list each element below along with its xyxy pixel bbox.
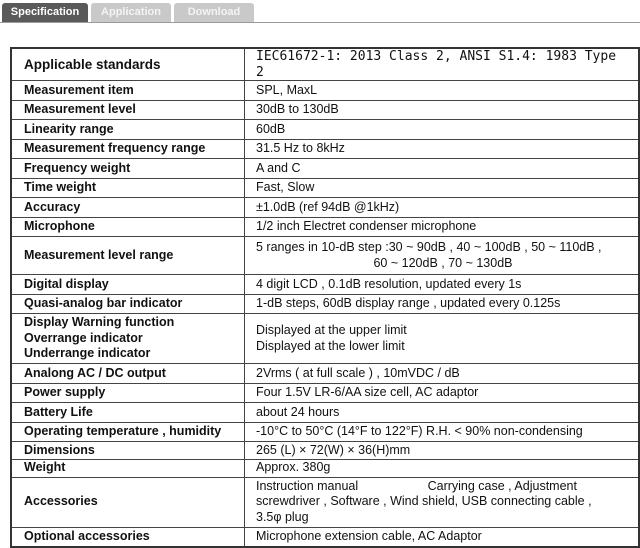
- table-row: [11, 477, 639, 527]
- spec-value: 2Vrms ( at full scale ) , 10mVDC / dB: [245, 364, 640, 384]
- spec-label: Microphone: [11, 217, 245, 237]
- spec-label: Measurement level: [11, 100, 245, 120]
- spec-value: A and C: [245, 159, 640, 179]
- table-row: [11, 139, 639, 159]
- spec-value: IEC61672-1: 2013 Class 2, ANSI S1.4: 1983 Type 2: [245, 48, 640, 81]
- spec-value: -10°C to 50°C (14°F to 122°F) R.H. < 90% non-condensing: [245, 422, 640, 442]
- table-row: [11, 237, 639, 275]
- spec-label: Linearity range: [11, 120, 245, 140]
- spec-value: 31.5 Hz to 8kHz: [245, 139, 640, 159]
- tab-application[interactable]: Application: [91, 3, 171, 22]
- spec-value: 1/2 inch Electret condenser microphone: [245, 217, 640, 237]
- table-row: [11, 275, 639, 295]
- table-row: [11, 442, 639, 460]
- spec-value-line: Displayed at the upper limit: [256, 323, 407, 337]
- spec-value: 4 digit LCD , 0.1dB resolution, updated every 1s: [245, 275, 640, 295]
- spec-label: Optional accessories: [11, 527, 245, 547]
- spec-value-line: 3.5φ plug: [256, 509, 309, 524]
- tab-download[interactable]: Download: [174, 3, 254, 22]
- spec-label-line: Display Warning function: [24, 315, 175, 330]
- spec-label: Analong AC / DC output: [11, 364, 245, 384]
- spec-label-line: Underrange indicator: [24, 346, 151, 361]
- table-row: [11, 81, 639, 101]
- spec-label: Battery Life: [11, 403, 245, 423]
- table-row: [11, 217, 639, 237]
- spec-value-line: 5 ranges in 10-dB step :30 ~ 90dB , 40 ~ 100dB , 50 ~ 110dB ,: [256, 240, 602, 254]
- spec-label: Power supply: [11, 383, 245, 403]
- spec-label: Weight: [11, 459, 245, 477]
- spec-value: [245, 314, 640, 364]
- tab-specification[interactable]: Specification: [2, 3, 88, 22]
- table-row: [11, 314, 639, 364]
- spec-value-line: Instruction manual Carrying case , Adjustment: [256, 478, 577, 493]
- spec-label: Digital display: [11, 275, 245, 295]
- table-row: [11, 159, 639, 179]
- spec-value-line: 60 ~ 120dB , 70 ~ 130dB: [373, 255, 513, 270]
- spec-value: Microphone extension cable, AC Adaptor: [245, 527, 640, 547]
- spec-value: Four 1.5V LR-6/AA size cell, AC adaptor: [245, 383, 640, 403]
- table-row: [11, 459, 639, 477]
- spec-value: 1-dB steps, 60dB display range , updated every 0.125s: [245, 294, 640, 314]
- spec-value: [245, 477, 640, 527]
- table-row: [11, 527, 639, 547]
- spec-value: about 24 hours: [245, 403, 640, 423]
- tab-divider: [0, 22, 640, 23]
- table-row: [11, 198, 639, 218]
- spec-label: Operating temperature , humidity: [11, 422, 245, 442]
- spec-label: Measurement frequency range: [11, 139, 245, 159]
- spec-value: 60dB: [245, 120, 640, 140]
- spec-label: Dimensions: [11, 442, 245, 460]
- spec-value: 30dB to 130dB: [245, 100, 640, 120]
- spec-value: SPL, MaxL: [245, 81, 640, 101]
- spec-value: Approx. 380g: [245, 459, 640, 477]
- table-row: [11, 48, 639, 81]
- specification-table: [10, 47, 640, 548]
- table-row: [11, 383, 639, 403]
- spec-label: Measurement item: [11, 81, 245, 101]
- spec-value: Fast, Slow: [245, 178, 640, 198]
- table-row: [11, 403, 639, 423]
- table-row: [11, 120, 639, 140]
- spec-label: [11, 314, 245, 364]
- table-row: [11, 178, 639, 198]
- spec-label: Accessories: [11, 477, 245, 527]
- spec-label: Time weight: [11, 178, 245, 198]
- spec-label: Frequency weight: [11, 159, 245, 179]
- spec-label: Measurement level range: [11, 237, 245, 275]
- table-row: [11, 294, 639, 314]
- tab-bar: [0, 0, 640, 24]
- spec-label: Accuracy: [11, 198, 245, 218]
- spec-value: [245, 237, 640, 275]
- spec-label: Applicable standards: [11, 48, 245, 81]
- spec-value-line: Displayed at the lower limit: [256, 338, 405, 353]
- spec-label-line: Overrange indicator: [24, 330, 143, 345]
- spec-value-line: screwdriver , Software , Wind shield, USB connecting cable ,: [256, 494, 592, 509]
- table-row: [11, 364, 639, 384]
- table-row: [11, 100, 639, 120]
- spec-value: 265 (L) × 72(W) × 36(H)mm: [245, 442, 640, 460]
- table-row: [11, 422, 639, 442]
- spec-label: Quasi-analog bar indicator: [11, 294, 245, 314]
- spec-value: ±1.0dB (ref 94dB @1kHz): [245, 198, 640, 218]
